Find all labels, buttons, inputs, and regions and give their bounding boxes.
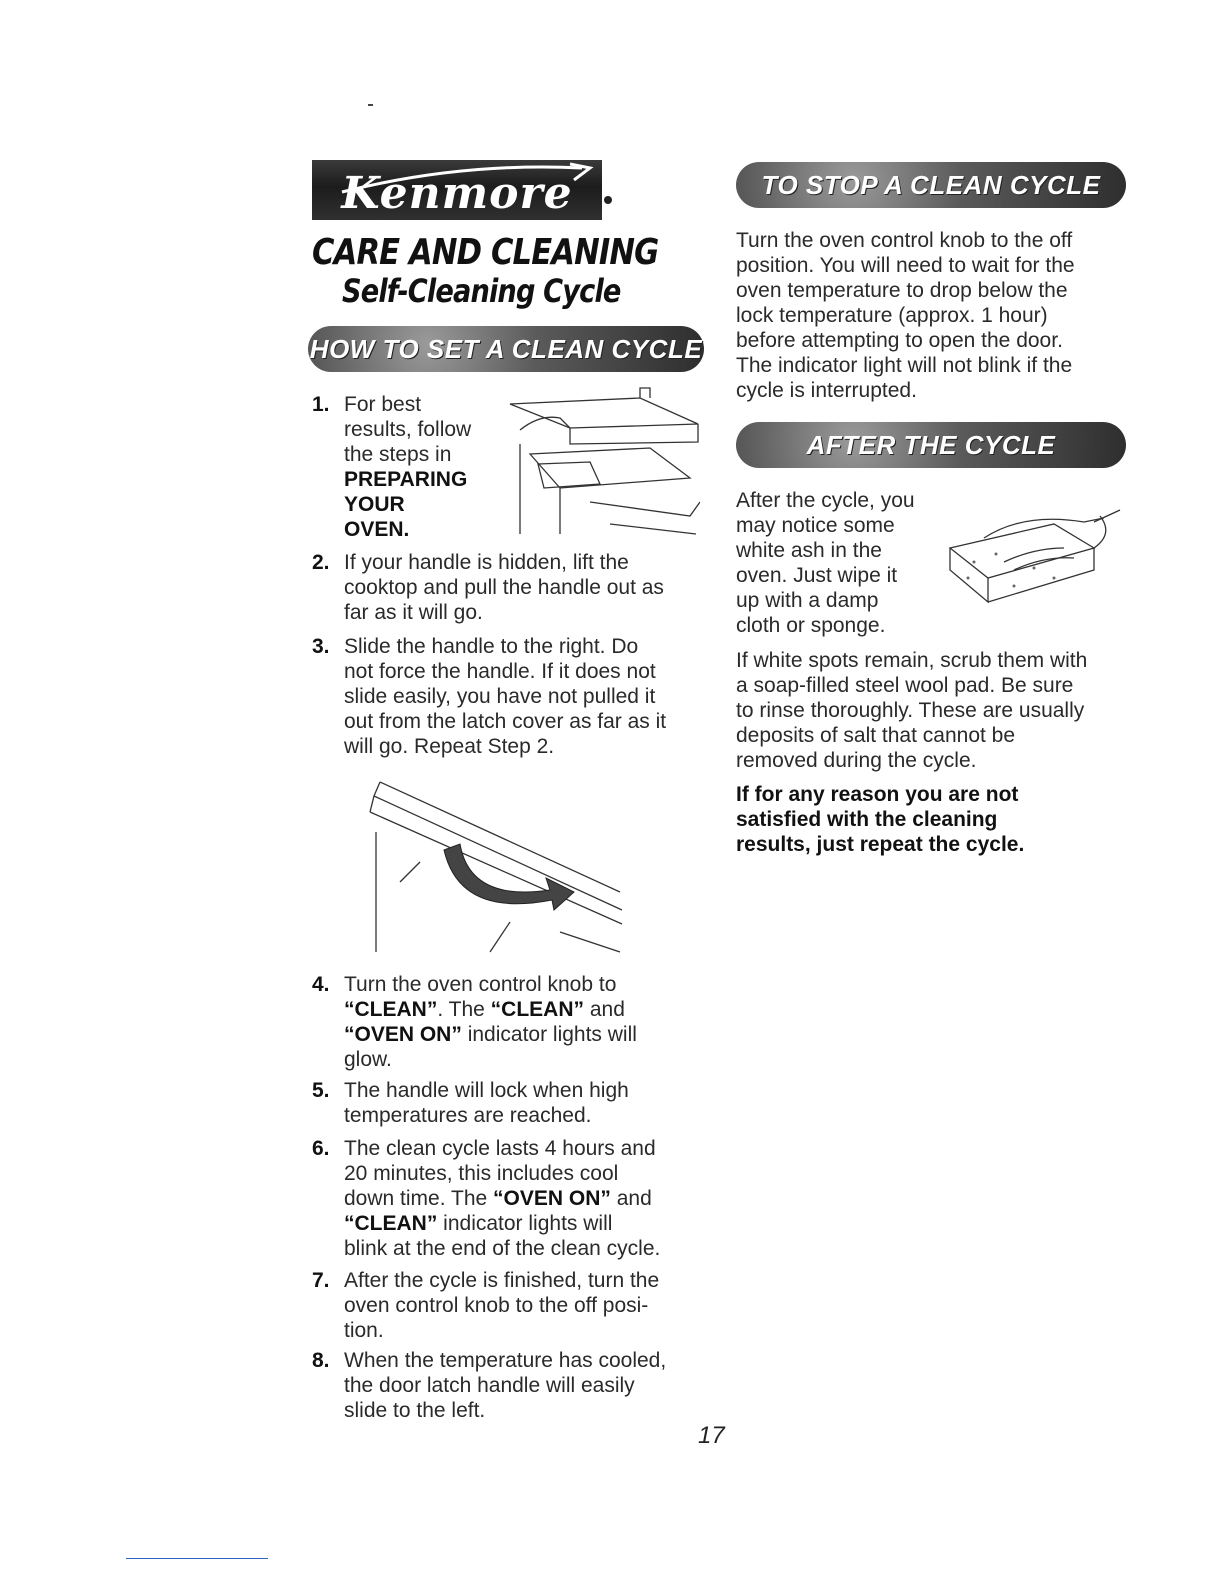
- step-6-line: The clean cycle lasts 4 hours and: [344, 1137, 656, 1160]
- step-1-line: OVEN.: [344, 518, 410, 541]
- after-cycle-paragraph: [736, 488, 946, 638]
- page-subtitle: Self-Cleaning Cycle: [342, 272, 621, 310]
- step-6-line: down time. The “OVEN ON” and: [344, 1187, 652, 1210]
- step-5-line: The handle will lock when high: [344, 1079, 629, 1102]
- after-line: white ash in the: [736, 539, 882, 562]
- step-4-line: “OVEN ON” indicator lights will: [344, 1023, 637, 1046]
- step-3-line: out from the latch cover as far as it: [344, 710, 667, 733]
- step-3-line: Slide the handle to the right. Do: [344, 635, 639, 658]
- repeat-cycle-note: [736, 782, 1126, 857]
- step-5-line: temperatures are reached.: [344, 1104, 592, 1127]
- note-line: satisfied with the cleaning: [736, 808, 998, 831]
- step-number: 2.: [312, 551, 330, 574]
- step-1-text: [344, 392, 504, 542]
- step-number: 6.: [312, 1137, 330, 1160]
- step-2-text: [344, 550, 704, 625]
- spots-line: If white spots remain, scrub them with: [736, 649, 1088, 672]
- step-6-text: [344, 1136, 704, 1261]
- step-5-text: [344, 1078, 704, 1128]
- step-6-line: “CLEAN” indicator lights will: [344, 1212, 613, 1235]
- stop-line: lock temperature (approx. 1 hour): [736, 304, 1048, 327]
- logo-brand-text: Kenmore: [341, 167, 573, 219]
- after-line: may notice some: [736, 514, 895, 537]
- step-6-line: 20 minutes, this includes cool: [344, 1162, 619, 1185]
- after-line: cloth or sponge.: [736, 614, 886, 637]
- spots-line: to rinse thoroughly. These are usually: [736, 699, 1085, 722]
- step-number: 3.: [312, 635, 330, 658]
- step-number: 5.: [312, 1079, 330, 1102]
- step-1-line: the steps in: [344, 443, 452, 466]
- note-line: If for any reason you are not: [736, 783, 1019, 806]
- sponge-wipe-illustration: [944, 508, 1124, 618]
- scan-speck: [368, 104, 373, 106]
- step-1-line: For best: [344, 393, 422, 416]
- section-header-after-cycle: AFTER THE CYCLE: [736, 422, 1126, 468]
- section-header-to-stop: TO STOP A CLEAN CYCLE: [736, 162, 1126, 208]
- step-7-line: After the cycle is finished, turn the: [344, 1269, 660, 1292]
- spots-line: removed during the cycle.: [736, 749, 977, 772]
- step-4-text: [344, 972, 704, 1072]
- slide-handle-illustration: [360, 772, 640, 962]
- step-4-line: glow.: [344, 1048, 392, 1071]
- step-3-line: not force the handle. If it does not: [344, 660, 656, 683]
- step-number: 7.: [312, 1269, 330, 1292]
- step-7-text: [344, 1268, 704, 1343]
- stop-line: cycle is interrupted.: [736, 379, 917, 402]
- spots-line: a soap-filled steel wool pad. Be sure: [736, 674, 1074, 697]
- page-number: 17: [698, 1422, 725, 1449]
- stop-line: before attempting to open the door.: [736, 329, 1063, 352]
- kenmore-logo: [312, 160, 602, 220]
- step-7-line: oven control knob to the off posi-: [344, 1294, 649, 1317]
- section-header-how-to-set: HOW TO SET A CLEAN CYCLE: [308, 326, 704, 372]
- note-line: results, just repeat the cycle.: [736, 833, 1025, 856]
- step-1-line: YOUR: [344, 493, 405, 516]
- step-8-text: [344, 1348, 704, 1423]
- step-number: 1.: [312, 393, 330, 416]
- step-3-line: will go. Repeat Step 2.: [344, 735, 555, 758]
- step-number: 4.: [312, 973, 330, 996]
- step-6-line: blink at the end of the clean cycle.: [344, 1237, 661, 1260]
- step-8-line: the door latch handle will easily: [344, 1374, 635, 1397]
- step-8-line: When the temperature has cooled,: [344, 1349, 667, 1372]
- step-4-line: Turn the oven control knob to: [344, 973, 617, 996]
- stop-cycle-paragraph: [736, 228, 1126, 403]
- stop-line: oven temperature to drop below the: [736, 279, 1068, 302]
- step-7-line: tion.: [344, 1319, 384, 1342]
- step-3-line: slide easily, you have not pulled it: [344, 685, 656, 708]
- stop-line: Turn the oven control knob to the off: [736, 229, 1073, 252]
- after-line: After the cycle, you: [736, 489, 915, 512]
- white-spots-paragraph: [736, 648, 1126, 773]
- step-2-line: If your handle is hidden, lift the: [344, 551, 629, 574]
- page-title: CARE AND CLEANING: [312, 232, 659, 273]
- stop-line: The indicator light will not blink if the: [736, 354, 1073, 377]
- after-line: oven. Just wipe it: [736, 564, 898, 587]
- oven-handle-illustration: [500, 384, 700, 544]
- logo-swoosh-icon: [312, 160, 602, 220]
- logo-trademark-dot: [604, 196, 612, 204]
- stop-line: position. You will need to wait for the: [736, 254, 1075, 277]
- step-1-line: results, follow: [344, 418, 472, 441]
- step-2-line: far as it will go.: [344, 601, 483, 624]
- step-3-text: [344, 634, 704, 759]
- after-line: up with a damp: [736, 589, 879, 612]
- footer-rule: [126, 1558, 268, 1559]
- step-4-line: “CLEAN”. The “CLEAN” and: [344, 998, 625, 1021]
- step-2-line: cooktop and pull the handle out as: [344, 576, 664, 599]
- spots-line: deposits of salt that cannot be: [736, 724, 1016, 747]
- step-1-line: PREPARING: [344, 468, 468, 491]
- step-number: 8.: [312, 1349, 330, 1372]
- step-8-line: slide to the left.: [344, 1399, 486, 1422]
